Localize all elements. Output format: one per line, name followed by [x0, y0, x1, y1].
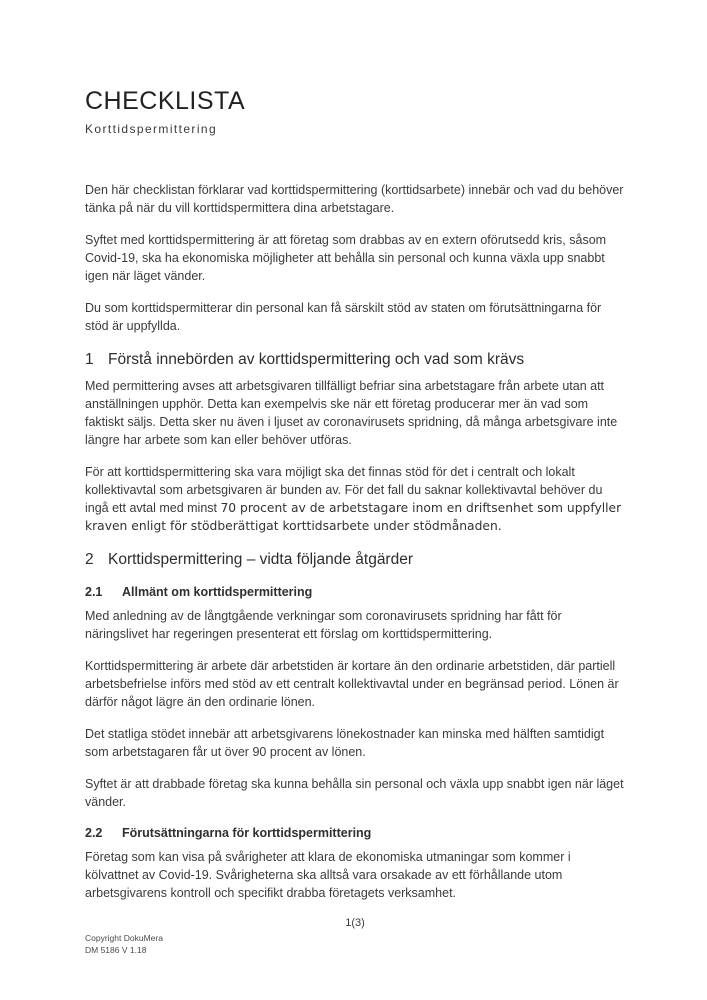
intro-paragraph-1: Den här checklistan förklarar vad korttidspermittering (korttidsarbete) innebär och vad du behöver tänka på när du vill korttidspermittera dina arbetstagare. [85, 183, 624, 215]
section-2-1-paragraph-3: Det statliga stödet innebär att arbetsgivarens lönekostnader kan minska med hälften samtidigt som arbetstagaren får ut över 90 procent av lönen. [85, 727, 605, 759]
section-2-1-paragraph-4: Syftet är att drabbade företag ska kunna behålla sin personal och växla upp snabbt igen när läget vänder. [85, 777, 624, 809]
section-2-heading [85, 549, 625, 571]
document-subtitle: Korttidspermittering [85, 122, 218, 136]
section-2-2-heading [85, 825, 625, 842]
section-2-1-paragraph-1: Med anledning av de långtgående verkningar som coronavirusets spridning har fått för näringslivet har regeringen presenterat ett förslag om korttidspermittering. [85, 609, 562, 641]
section-1-paragraph-2 [85, 463, 625, 535]
section-1-heading-text: Förstå innebörden av korttidspermittering och vad som krävs [108, 351, 525, 368]
section-1-heading [85, 349, 625, 371]
section-1-paragraph-1: Med permittering avses att arbetsgivaren tillfälligt befriar sina arbetstagare från arbete utan att anställningen upphör. Detta kan exempelvis ske när ett företag producerar mer än vad som faktiskt säljs. Detta sker nu även i ljuset av coronavirusets spridning, då många arbetsgivare inte längre har arbete som kan eller behöver utföras. [85, 379, 618, 447]
page-number: 1(3) [345, 917, 365, 929]
section-1-paragraph-2-normal: För att korttidspermittering ska vara möjligt ska det finnas stöd för det i centralt och lokalt kollektivavtal som arbetsgivaren är bunden av. För det fall du saknar kollektivavtal behöver du ingå ett avtal med minst [85, 465, 603, 515]
section-2-2-paragraph-1: Företag som kan visa på svårigheter att klara de ekonomiska utmaningar som kommer i kölvattnet av Covid-19. Svårigheterna ska alltså vara orsakade av ett förhållande utom arbetsgivarens kontroll och specifikt drabba företagets verksamhet. [85, 850, 571, 900]
document-title: CHECKLISTA [85, 87, 246, 115]
section-2-2-number: 2.2 [85, 826, 103, 840]
section-2-1-heading-text: Allmänt om korttidspermittering [122, 585, 313, 599]
section-2-heading-text: Korttidspermittering – vidta följande åtgärder [108, 551, 413, 568]
document-content [85, 0, 625, 916]
section-2-1-heading [85, 584, 625, 601]
section-1-number: 1 [85, 351, 94, 368]
section-2-number: 2 [85, 551, 94, 568]
intro-paragraph-2: Syftet med korttidspermittering är att företag som drabbas av en extern oförutsedd kris, såsom Covid-19, ska ha ekonomiska möjligheter att behålla sin personal och kunna växla upp snabbt igen när läget vänder. [85, 233, 607, 283]
section-2-1-number: 2.1 [85, 585, 103, 599]
footer-copyright [85, 933, 163, 956]
section-2-2-heading-text: Förutsättningarna för korttidspermittering [122, 826, 372, 840]
intro-paragraph-3: Du som korttidspermitterar din personal kan få särskilt stöd av staten om förutsättningarna för stöd är uppfyllda. [85, 301, 602, 333]
copyright-line: Copyright DokuMera [85, 933, 163, 943]
section-2-1-paragraph-2: Korttidspermittering är arbete där arbetstiden är kortare än den ordinarie arbetstiden, där partiell arbetsbefrielse införs med stöd av ett centralt kollektivavtal under en begränsad period. Lönen är därför något lägre än den ordinarie lönen. [85, 659, 619, 709]
document-id: DM 5186 V 1.18 [85, 944, 147, 955]
section-1-paragraph-2-inserted: 70 procent av de arbetstagare inom en driftsenhet som uppfyller kraven enligt för stödberättigat korttidsarbete under stödmånaden. [85, 501, 622, 533]
